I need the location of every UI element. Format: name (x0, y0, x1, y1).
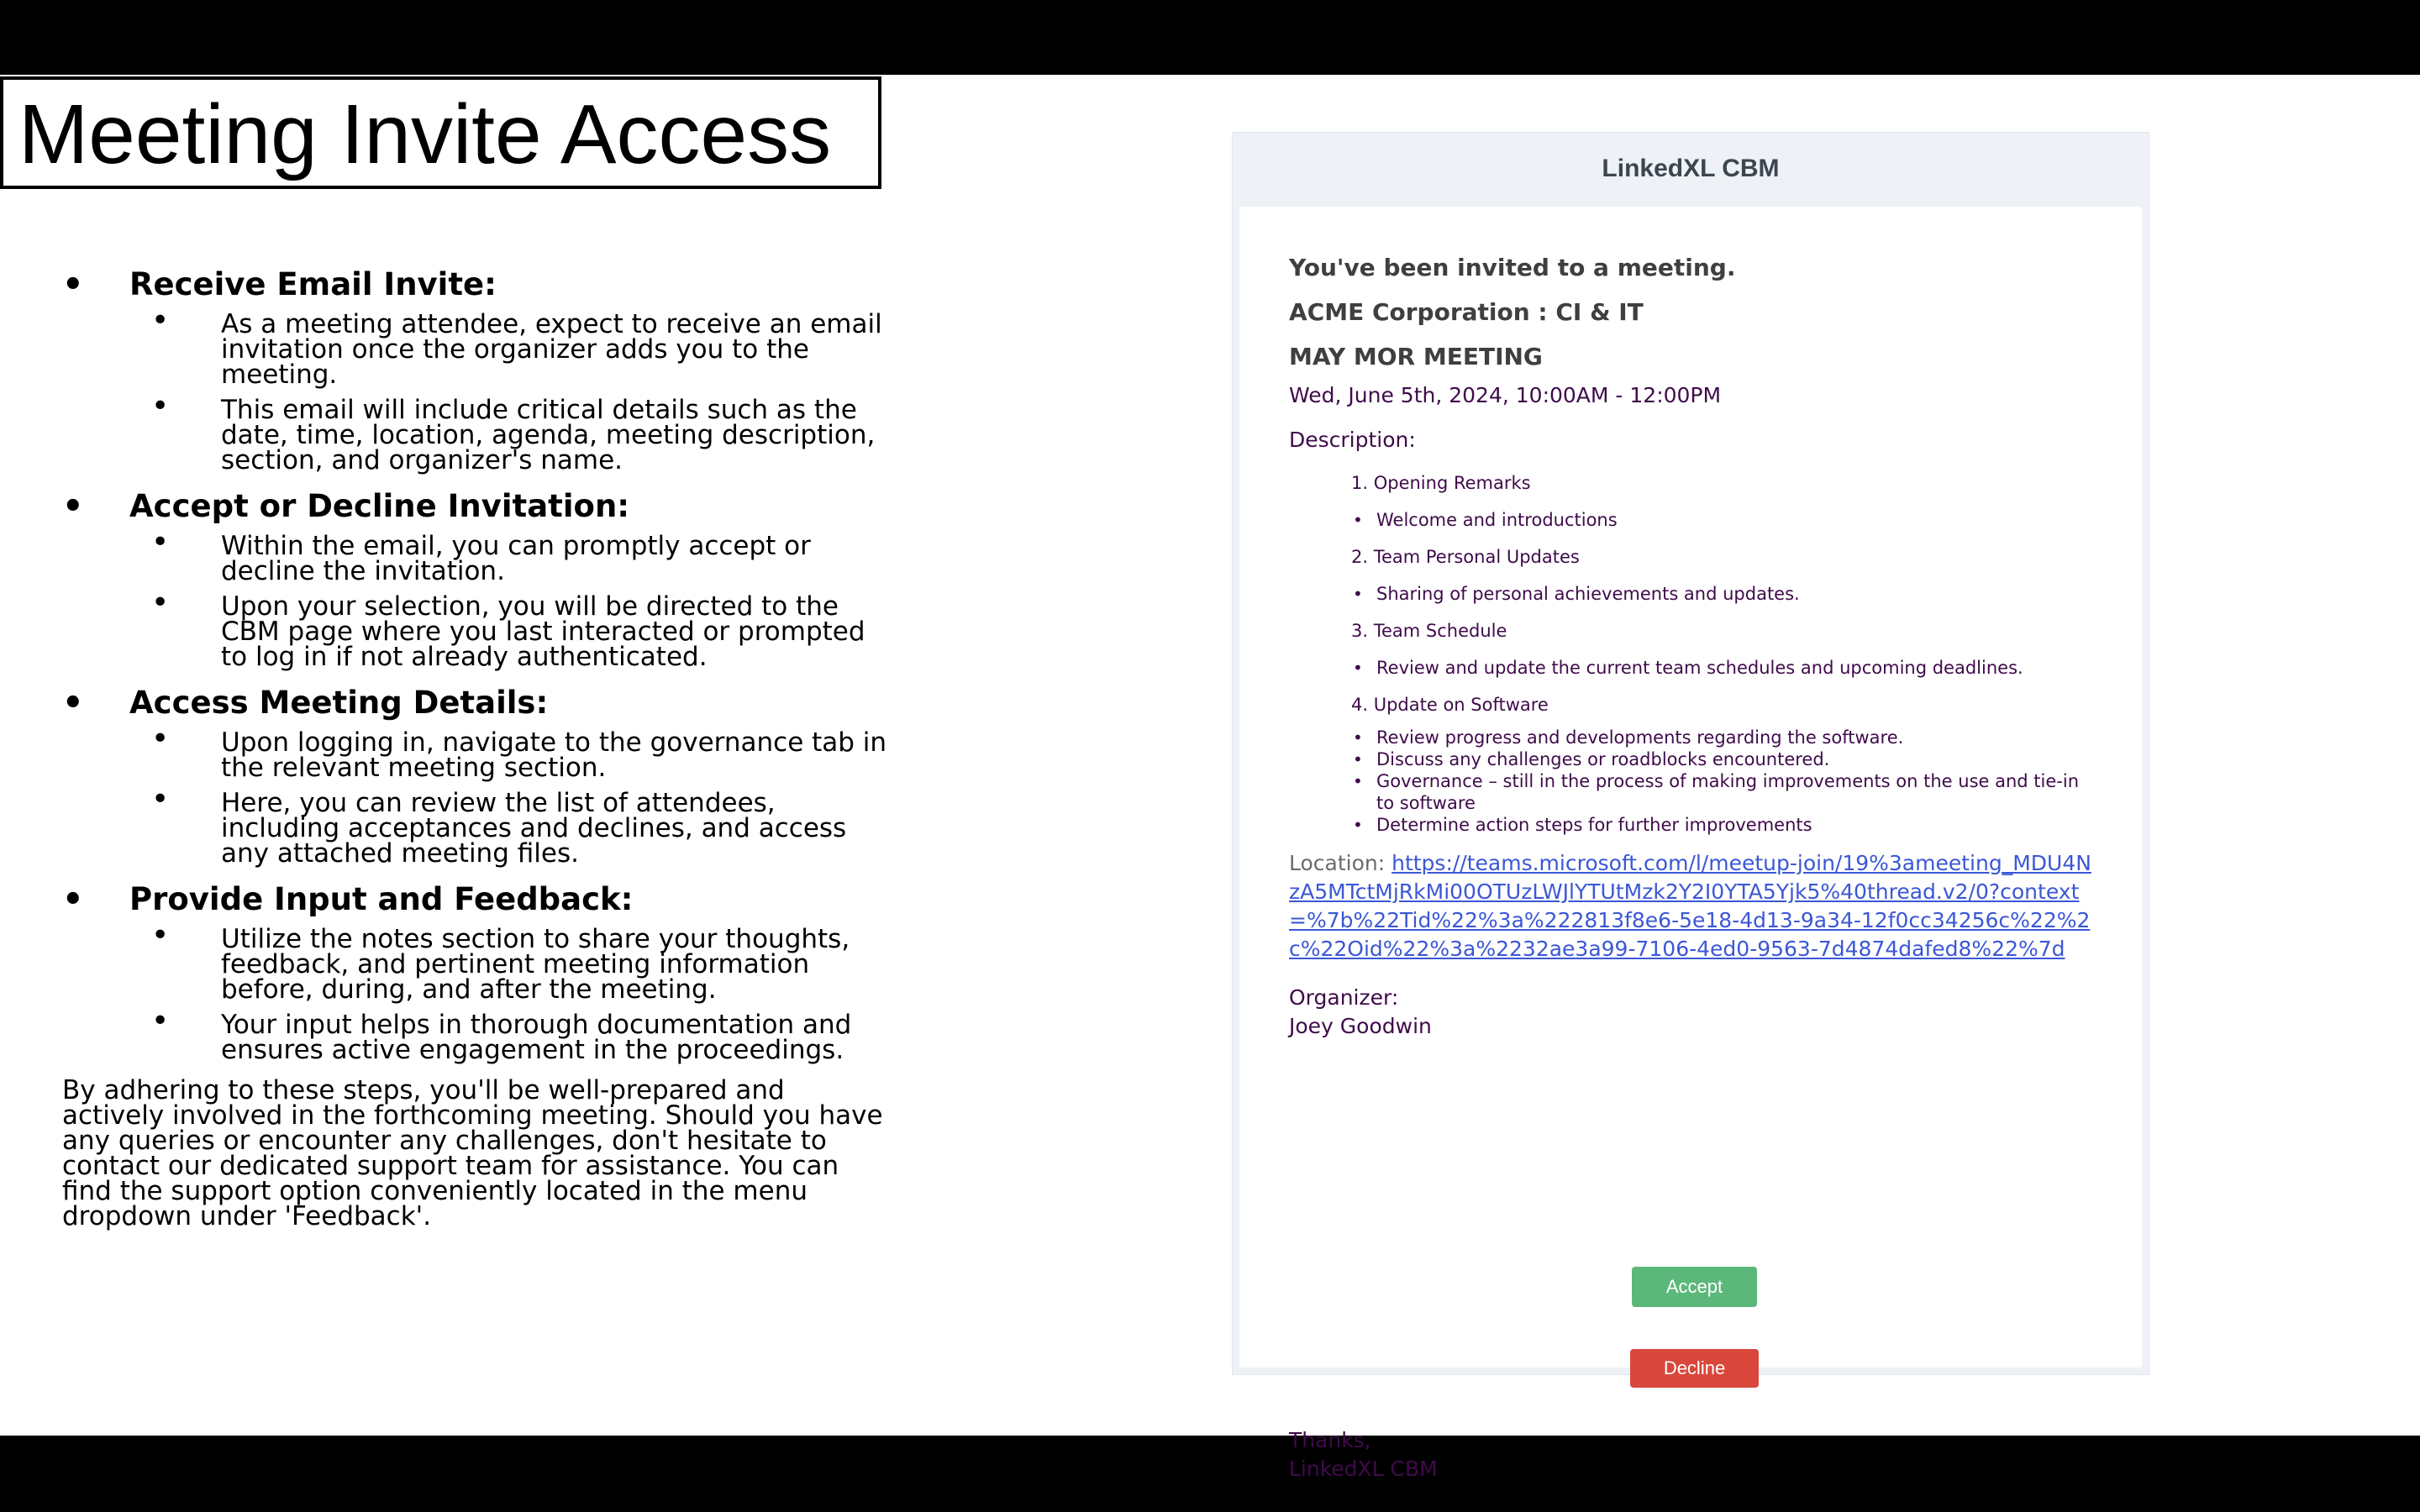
invite-heading: You've been invited to a meeting. (1289, 254, 1736, 281)
thanks-text: Thanks, (1289, 1428, 1371, 1452)
bullet-icon: • (62, 684, 84, 722)
section-title: Access Meeting Details: (129, 685, 549, 721)
agenda-item: 2. Team Personal Updates (1351, 547, 1580, 567)
agenda-bullet: Review and update the current team schedules and upcoming deadlines. (1376, 658, 2023, 678)
section-title: Provide Input and Feedback: (129, 881, 634, 917)
slide-title: Meeting Invite Access (18, 87, 832, 181)
agenda-item: 4. Update on Software (1351, 695, 1549, 715)
description-label: Description: (1289, 428, 1416, 452)
section-access-details (62, 684, 894, 869)
organizer-label: Organizer: (1289, 985, 1399, 1010)
section-item: Here, you can review the list of attendees, including acceptances and declines, and access any attached meeting files. (221, 788, 847, 869)
bullet-icon: • (151, 525, 170, 559)
section-item: This email will include critical details such as the date, time, location, agenda, meeting description, section, and organizer's name. (221, 395, 876, 475)
title-box (0, 76, 881, 189)
meeting-datetime: Wed, June 5th, 2024, 10:00AM - 12:00PM (1289, 383, 1722, 407)
bullet-icon: • (1353, 749, 1363, 769)
email-signoff (1289, 1426, 1438, 1483)
bullet-icon: • (1353, 584, 1363, 604)
section-receive-email (62, 266, 894, 473)
bullet-icon: • (1353, 658, 1363, 678)
bullet-icon: • (62, 880, 84, 919)
instructions (62, 266, 894, 1229)
bullet-icon: • (151, 918, 170, 953)
agenda (1351, 465, 2096, 836)
bullet-icon: • (151, 303, 170, 338)
decline-button[interactable]: Decline (1630, 1349, 1759, 1388)
location-label: Location: (1289, 851, 1392, 875)
agenda-bullet: Sharing of personal achievements and updates. (1376, 584, 1800, 604)
bullet-icon: • (1353, 771, 1363, 791)
email-preview (1232, 132, 2149, 1481)
bullet-icon: • (1353, 727, 1363, 748)
bullet-icon: • (151, 722, 170, 756)
section-input-feedback (62, 881, 894, 1063)
section-item: Upon logging in, navigate to the governance tab in the relevant meeting section. (221, 727, 887, 783)
agenda-bullet: Determine action steps for further improvements (1376, 815, 1812, 835)
slide (0, 75, 2420, 1481)
organizer-name: Joey Goodwin (1289, 1014, 1432, 1038)
email-body (1239, 207, 2142, 1481)
organizer (1289, 984, 2096, 1041)
agenda-item: 3. Team Schedule (1351, 621, 1507, 641)
bullet-icon: • (62, 487, 84, 526)
agenda-item: 1. Opening Remarks (1351, 473, 1531, 493)
bullet-icon: • (151, 1004, 170, 1038)
bullet-icon: • (62, 265, 84, 304)
agenda-bullet: Governance – still in the process of making improvements on the use and tie-in to software (1376, 771, 2080, 813)
bullet-icon: • (151, 585, 170, 620)
organization-line: ACME Corporation : CI & IT (1289, 298, 1644, 326)
section-title: Accept or Decline Invitation: (129, 488, 630, 524)
section-accept-decline (62, 487, 894, 672)
location (1289, 849, 2096, 963)
section-item: As a meeting attendee, expect to receive an email invitation once the organizer adds you to the meeting. (221, 309, 882, 390)
meeting-name: MAY MOR MEETING (1289, 343, 1543, 370)
agenda-bullet: Review progress and developments regarding the software. (1376, 727, 1904, 748)
email-header: LinkedXL CBM (1602, 155, 1780, 182)
section-title: Receive Email Invite: (129, 266, 497, 302)
bullet-icon: • (1353, 815, 1363, 835)
closing-paragraph: By adhering to these steps, you'll be well-prepared and actively involved in the forthcoming meeting. Should you have any queries or encounter any challenges, don't hesitate to contact our dedicated support team for assistance. You can find the support option conveniently located in the menu dropdown under 'Feedback'. (62, 1075, 883, 1231)
bullet-icon: • (1353, 510, 1363, 530)
agenda-bullet: Welcome and introductions (1376, 510, 1618, 530)
section-item: Utilize the notes section to share your thoughts, feedback, and pertinent meeting information before, during, and after the meeting. (221, 924, 850, 1005)
bullet-icon: • (151, 782, 170, 816)
accept-button[interactable]: Accept (1632, 1267, 1757, 1307)
section-item: Within the email, you can promptly accept or decline the invitation. (221, 531, 811, 586)
bullet-icon: • (151, 389, 170, 423)
meeting-join-link[interactable]: https://teams.microsoft.com/l/meetup-join/19%3ameeting_MDU4NzA5MTctMjRkMi00OTUzLWJlYTUtMzk2Y2I0YTA5Yjk5%40thread.v2/0?context=%7b%22Tid%22%3a%222813f8e6-5e18-4d13-9a34-12f0cc34256c%22%2c%22Oid%22%3a%2232ae3a99-7106-4ed0-9563-7d4874dafed8%22%7d (1289, 851, 2091, 961)
agenda-bullet: Discuss any challenges or roadblocks encountered. (1376, 749, 1830, 769)
section-item: Upon your selection, you will be directed to the CBM page where you last interacted or prompted to log in if not already authenticated. (221, 591, 865, 672)
signature: LinkedXL CBM (1289, 1457, 1438, 1481)
section-item: Your input helps in thorough documentation and ensures active engagement in the proceedings. (221, 1010, 852, 1065)
